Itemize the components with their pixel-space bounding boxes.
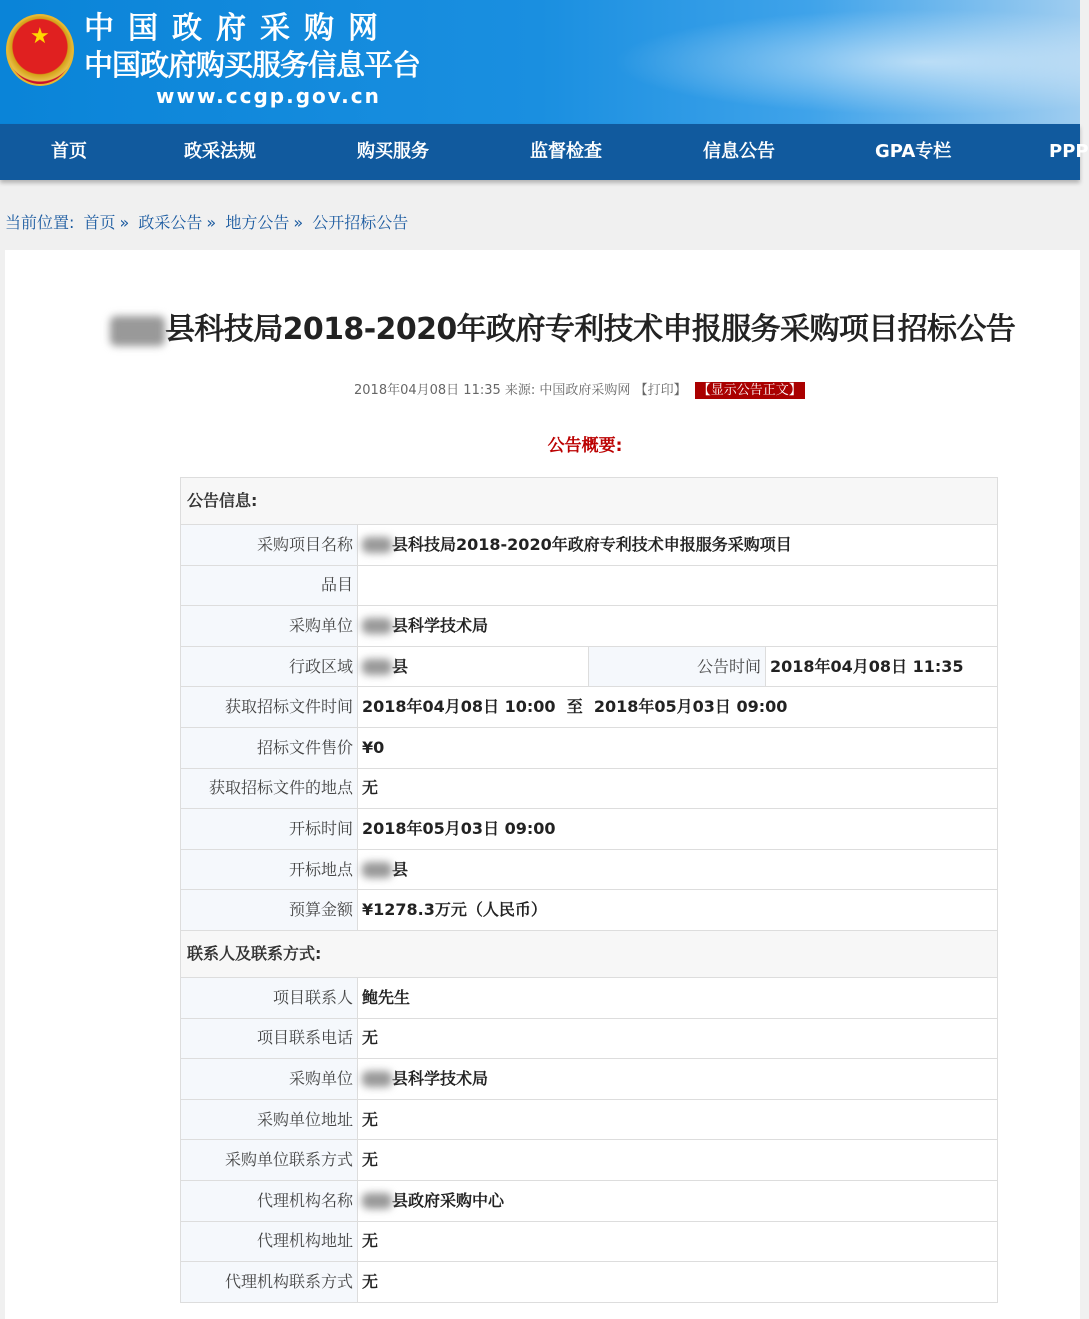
page-title (110, 310, 1015, 350)
field-label: 行政区域 (181, 646, 358, 687)
nav-regulations[interactable]: 政采法规 (184, 141, 256, 162)
title-text: 县科技局2018-2020年政府专利技术申报服务采购项目招标公告 (165, 312, 1016, 347)
site-banner (0, 0, 1080, 124)
field-value: 2018年04月08日 10:00 至 2018年05月03日 09:00 (358, 687, 998, 728)
field-value: ¥1278.3万元（人民币） (358, 890, 998, 931)
announcement-table (180, 477, 998, 1303)
field-label: 采购单位 (181, 1059, 358, 1100)
field-label: 采购单位地址 (181, 1099, 358, 1140)
breadcrumb-sep: » (293, 213, 304, 232)
national-emblem-logo: ★ (6, 14, 74, 86)
field-value: 无 (358, 1099, 998, 1140)
field-label: 开标时间 (181, 809, 358, 850)
field-value: 鲍先生 (358, 977, 998, 1018)
field-value: 2018年04月08日 11:35 (766, 646, 998, 687)
breadcrumb-sep: » (206, 213, 217, 232)
section-heading: 联系人及联系方式: (181, 930, 998, 977)
field-label: 获取招标文件的地点 (181, 768, 358, 809)
redacted-blur (110, 316, 165, 346)
field-value: 县 (358, 646, 589, 687)
field-label: 预算金额 (181, 890, 358, 931)
nav-ppp[interactable]: PPP (1049, 141, 1089, 162)
field-value: 无 (358, 768, 998, 809)
nav-supervision[interactable]: 监督检查 (530, 141, 602, 162)
main-nav (0, 124, 1089, 180)
field-value: 县政府采购中心 (358, 1180, 998, 1221)
nav-purchase-services[interactable]: 购买服务 (357, 141, 429, 162)
field-label: 项目联系人 (181, 977, 358, 1018)
section-heading: 公告信息: (181, 478, 998, 525)
field-value: 无 (358, 1140, 998, 1181)
field-value: 县科学技术局 (358, 1059, 998, 1100)
field-label: 项目联系电话 (181, 1018, 358, 1059)
breadcrumb-label: 当前位置: (5, 213, 75, 232)
site-url: www.ccgp.gov.cn (156, 84, 381, 108)
field-value: 无 (358, 1262, 998, 1303)
print-link[interactable]: 【打印】 (634, 383, 687, 398)
article-meta (354, 381, 805, 401)
field-label: 品目 (181, 565, 358, 606)
summary-title: 公告概要: (547, 436, 623, 456)
field-label: 采购单位联系方式 (181, 1140, 358, 1181)
field-value: 无 (358, 1221, 998, 1262)
field-label: 代理机构联系方式 (181, 1262, 358, 1303)
field-value (358, 565, 998, 606)
field-value: 无 (358, 1018, 998, 1059)
platform-name: 中国政府购买服务信息平台 (84, 48, 421, 82)
field-label: 获取招标文件时间 (181, 687, 358, 728)
field-label: 公告时间 (589, 646, 766, 687)
nav-gpa[interactable]: GPA专栏 (875, 141, 952, 162)
field-label: 代理机构名称 (181, 1180, 358, 1221)
field-label: 招标文件售价 (181, 727, 358, 768)
field-label: 代理机构地址 (181, 1221, 358, 1262)
source: 来源: 中国政府采购网 (504, 383, 631, 398)
field-value: 2018年05月03日 09:00 (358, 809, 998, 850)
breadcrumb-local[interactable]: 地方公告 (225, 213, 290, 232)
nav-announcements[interactable]: 信息公告 (703, 141, 775, 162)
field-value: 县科技局2018-2020年政府专利技术申报服务采购项目 (358, 525, 998, 566)
nav-home[interactable]: 首页 (51, 141, 87, 162)
site-name: 中国政府采购网 (84, 11, 392, 46)
show-full-text-button[interactable]: 【显示公告正文】 (695, 382, 805, 399)
field-value: ¥0 (358, 727, 998, 768)
field-label: 采购项目名称 (181, 525, 358, 566)
field-value: 县 (358, 849, 998, 890)
field-value: 县科学技术局 (358, 606, 998, 647)
publish-date: 2018年04月08日 11:35 (354, 383, 501, 398)
cloud-decoration (560, 0, 1080, 124)
field-label: 采购单位 (181, 606, 358, 647)
breadcrumb (5, 212, 412, 234)
breadcrumb-home[interactable]: 首页 (83, 213, 116, 232)
breadcrumb-notices[interactable]: 政采公告 (138, 213, 203, 232)
field-label: 开标地点 (181, 849, 358, 890)
breadcrumb-current[interactable]: 公开招标公告 (312, 213, 409, 232)
breadcrumb-sep: » (119, 213, 130, 232)
